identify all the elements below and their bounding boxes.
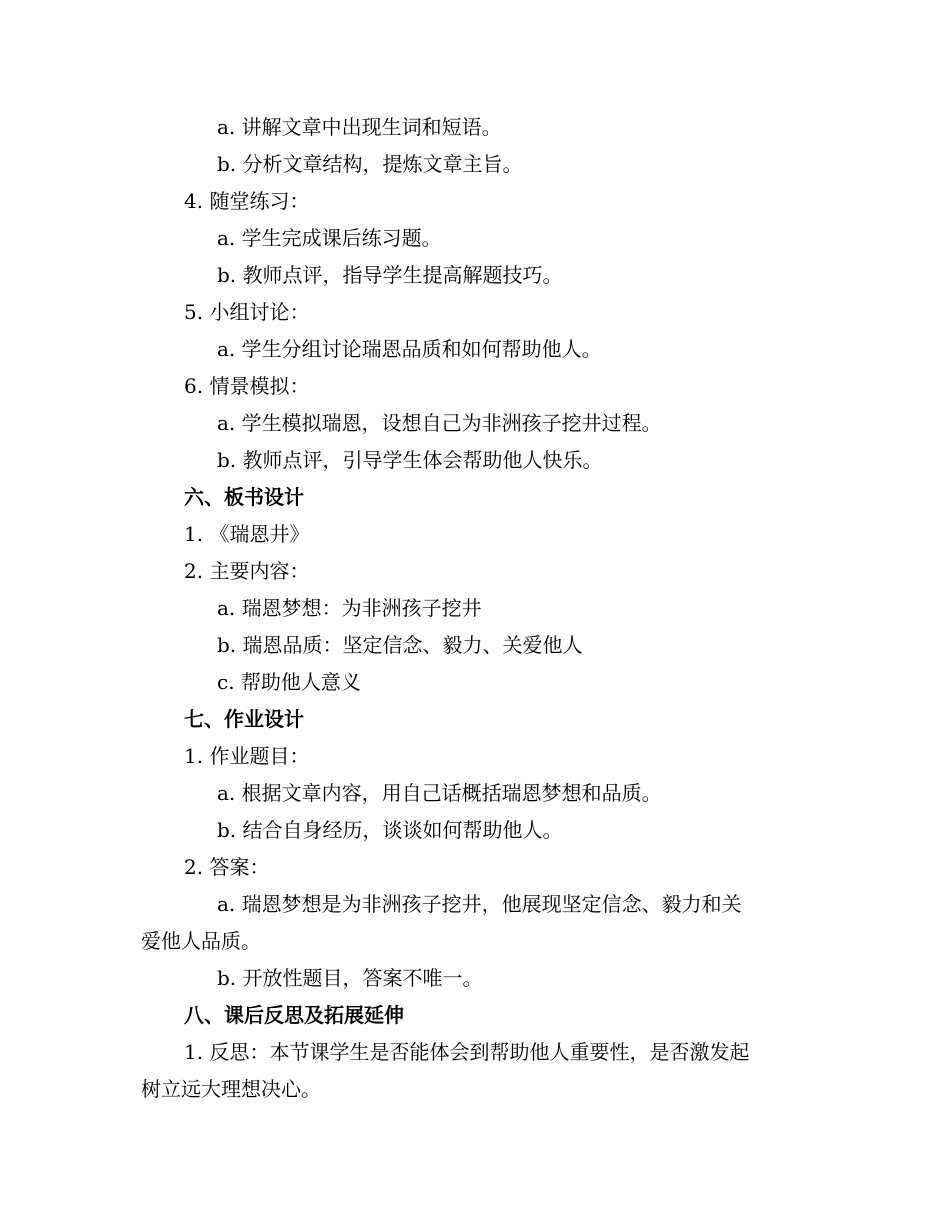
list-item: 4. 随堂练习： [184,189,310,213]
list-item: 1. 《瑞恩井》 [184,522,310,546]
paragraph-line: 爱他人品质。 [141,929,261,953]
paragraph-line: 树立远大理想决心。 [141,1077,321,1101]
list-item: b. 开放性题目，答案不唯一。 [217,966,483,990]
list-item: 2. 答案： [184,855,270,879]
list-item: 2. 主要内容： [184,559,310,583]
list-item: a. 学生模拟瑞恩，设想自己为非洲孩子挖井过程。 [217,411,662,435]
paragraph-line: 1. 反思：本节课学生是否能体会到帮助他人重要性，是否激发起 [184,1040,750,1064]
list-item: a. 学生分组讨论瑞恩品质和如何帮助他人。 [217,337,602,361]
list-item: c. 帮助他人意义 [217,670,361,694]
list-item: a. 瑞恩梦想：为非洲孩子挖井 [217,596,482,620]
list-item: b. 结合自身经历，谈谈如何帮助他人。 [217,818,563,842]
section-heading: 八、课后反思及拓展延伸 [184,1003,404,1027]
list-item: b. 教师点评，引导学生体会帮助他人快乐。 [217,448,603,472]
list-item: a. 讲解文章中出现生词和短语。 [217,115,502,139]
section-heading: 六、板书设计 [184,485,304,509]
list-item: a. 学生完成课后练习题。 [217,226,442,250]
list-item: 1. 作业题目： [184,744,310,768]
section-heading: 七、作业设计 [184,707,304,731]
paragraph-line: a. 瑞恩梦想是为非洲孩子挖井，他展现坚定信念、毅力和关 [217,892,742,916]
list-item: b. 分析文章结构，提炼文章主旨。 [217,152,523,176]
list-item: b. 教师点评，指导学生提高解题技巧。 [217,263,563,287]
list-item: 6. 情景模拟： [184,374,310,398]
list-item: b. 瑞恩品质：坚定信念、毅力、关爱他人 [217,633,583,657]
list-item: 5. 小组讨论： [184,300,310,324]
list-item: a. 根据文章内容，用自己话概括瑞恩梦想和品质。 [217,781,662,805]
